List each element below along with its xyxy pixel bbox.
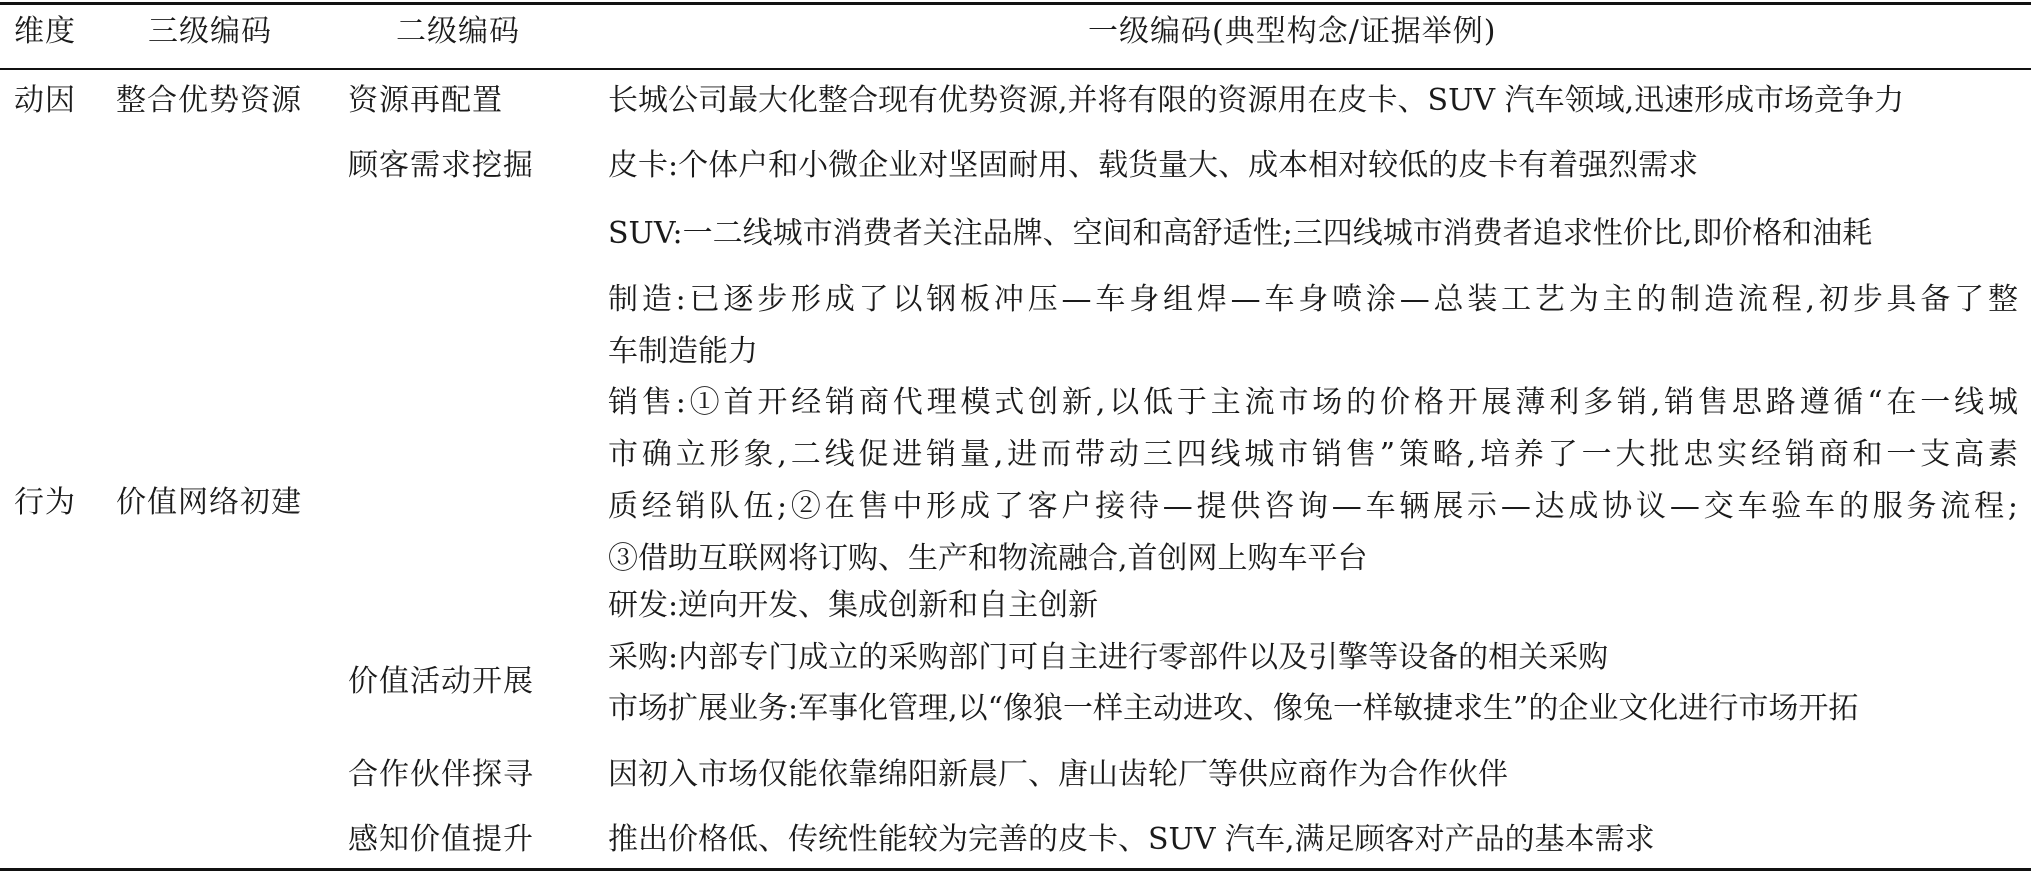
dimension-cell: 行为: [14, 485, 76, 520]
evidence-cell: [608, 814, 2018, 866]
level2-cell: 顾客需求挖掘: [348, 148, 534, 183]
evidence-cell: [608, 140, 2018, 192]
evidence-cell: [608, 580, 2018, 632]
evidence-cell: [608, 75, 2018, 127]
evidence-line: 长城公司最大化整合现有优势资源,并将有限的资源用在皮卡、SUV 汽车领域,迅速形成市场竞争力: [608, 83, 1905, 118]
header-rule: [0, 68, 2031, 70]
evidence-cell: [608, 683, 2018, 735]
header-dimension: 维度: [14, 14, 76, 49]
evidence-line: SUV:一二线城市消费者关注品牌、空间和高舒适性;三四线城市消费者追求性价比,即价格和油耗: [608, 216, 1873, 251]
header-level2: 二级编码: [396, 14, 520, 49]
evidence-line: 车制造能力: [608, 334, 758, 369]
level2-cell: 价值活动开展: [348, 664, 534, 699]
level2-cell: 资源再配置: [348, 83, 503, 118]
evidence-line: 皮卡:个体户和小微企业对坚固耐用、载货量大、成本相对较低的皮卡有着强烈需求: [608, 148, 1699, 183]
evidence-line: 采购:内部专门成立的采购部门可自主进行零部件以及引擎等设备的相关采购: [608, 640, 1609, 675]
level2-cell: 合作伙伴探寻: [348, 757, 534, 792]
evidence-cell: [608, 274, 2018, 378]
level3-cell: 整合优势资源: [116, 83, 302, 118]
table-bottom-rule: [0, 868, 2031, 871]
evidence-line: 市确立形象,二线促进销量,进而带动三四线城市销售”策略,培养了一大批忠实经销商和一支高素: [608, 437, 2018, 472]
evidence-cell: [608, 632, 2018, 684]
evidence-line: 研发:逆向开发、集成创新和自主创新: [608, 588, 1099, 623]
evidence-line: 市场扩展业务:军事化管理,以“像狼一样主动进攻、像兔一样敏捷求生”的企业文化进行市场开拓: [608, 691, 1859, 726]
evidence-cell: [608, 208, 2018, 260]
evidence-cell: [608, 749, 2018, 801]
evidence-line: 质经销队伍;②在售中形成了客户接待—提供咨询—车辆展示—达成协议—交车验车的服务流程;: [608, 489, 2018, 524]
level3-cell: 价值网络初建: [116, 485, 302, 520]
header-level1: 一级编码(典型构念/证据举例): [1088, 14, 1497, 49]
evidence-line: ③借助互联网将订购、生产和物流融合,首创网上购车平台: [608, 541, 1368, 576]
evidence-line: 推出价格低、传统性能较为完善的皮卡、SUV 汽车,满足顾客对产品的基本需求: [608, 822, 1655, 857]
level2-cell: 感知价值提升: [348, 822, 534, 857]
dimension-cell: 动因: [14, 83, 76, 118]
evidence-line: 因初入市场仅能依靠绵阳新晨厂、唐山齿轮厂等供应商作为合作伙伴: [608, 757, 1508, 792]
evidence-line: 制造:已逐步形成了以钢板冲压—车身组焊—车身喷涂—总装工艺为主的制造流程,初步具备了整: [608, 282, 2018, 317]
evidence-line: 销售:①首开经销商代理模式创新,以低于主流市场的价格开展薄利多销,销售思路遵循“在一线城: [608, 385, 2018, 420]
evidence-cell: [608, 377, 2018, 585]
header-level3: 三级编码: [148, 14, 272, 49]
table-top-rule: [0, 2, 2031, 5]
